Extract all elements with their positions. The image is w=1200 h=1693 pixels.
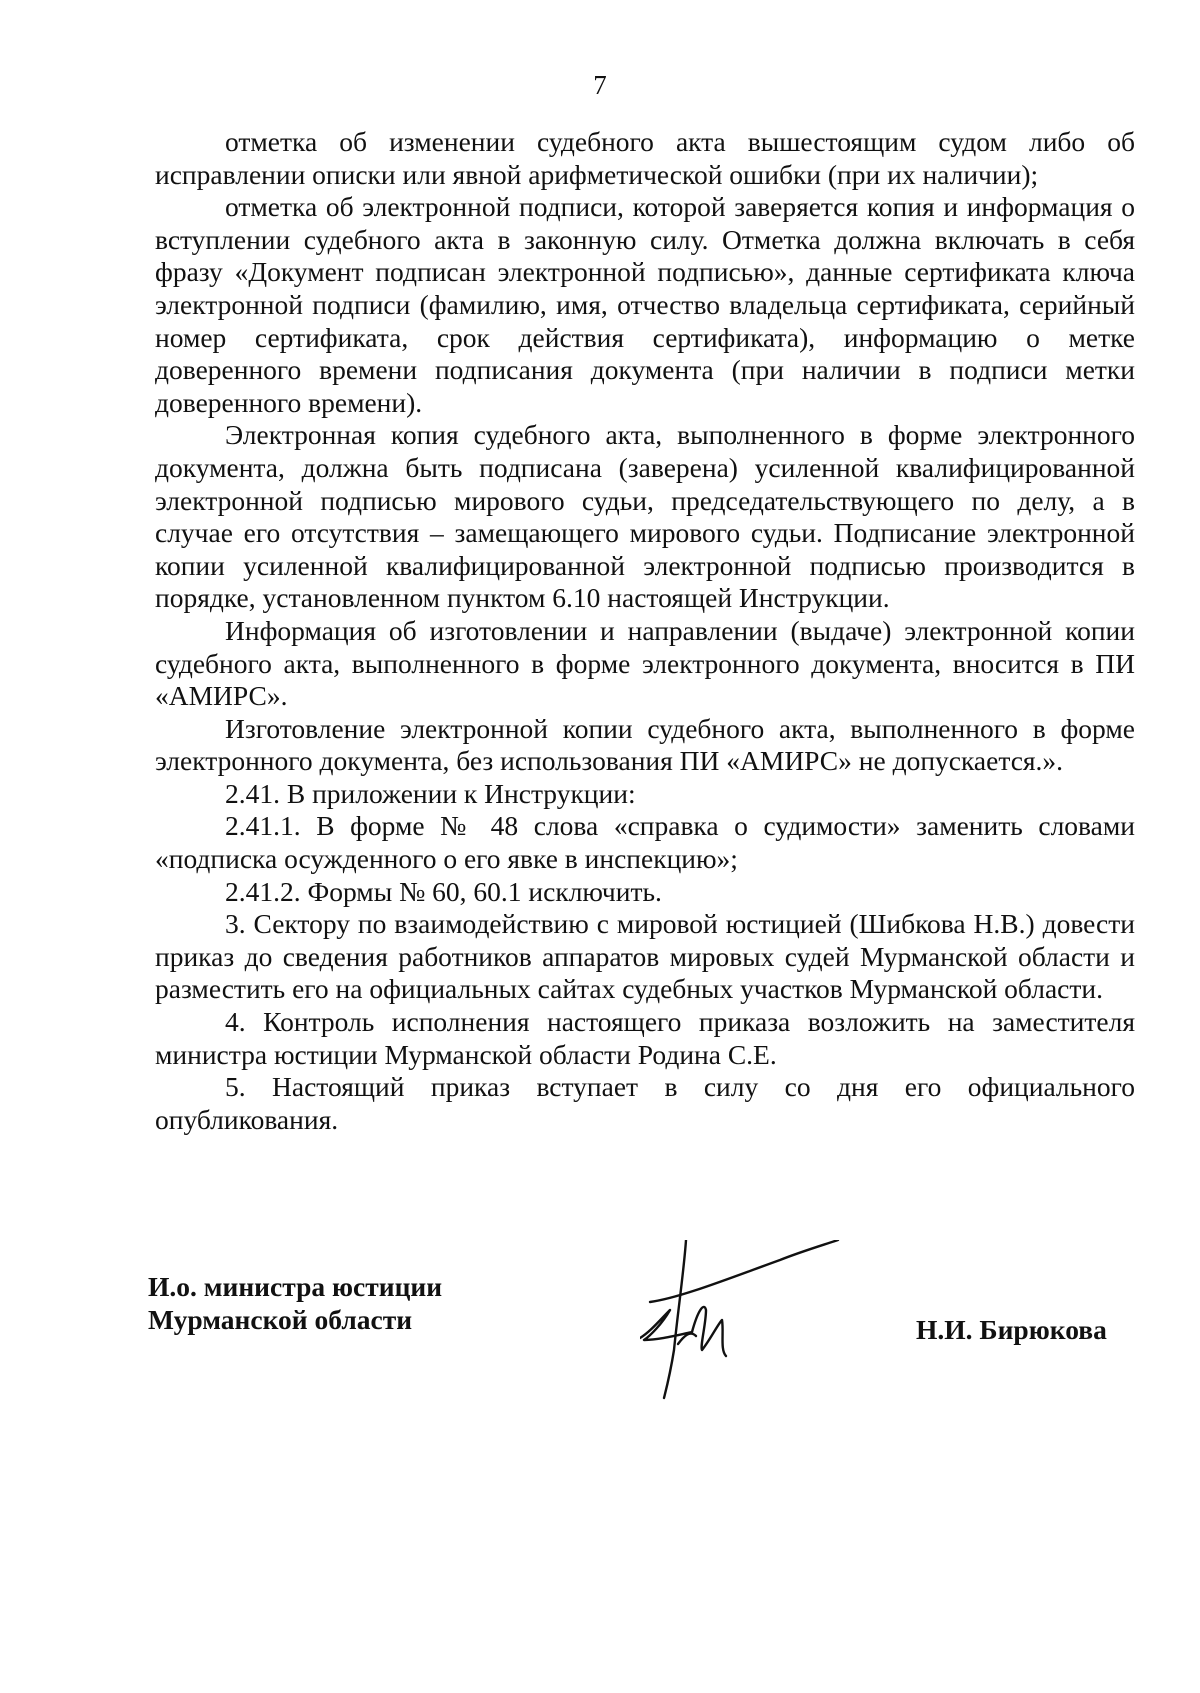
paragraph: отметка об изменении судебного акта вышестоящим судом либо об исправлении описки или явной арифметической ошибки (при их наличии); [155,126,1135,190]
page-number: 7 [593,70,607,100]
document-body [155,126,1135,1136]
signer-title [148,1270,442,1336]
paragraph: Изготовление электронной копии судебного акта, выполненного в форме электронного документа, без использования ПИ «АМИРС» не допускается.». [155,712,1135,777]
signer-title-line: И.о. министра юстиции [148,1271,443,1302]
paragraph: отметка об электронной подписи, которой заверяется копия и информация о вступлении судебного акта в законную силу. Отметка должна включать в себя фразу «Документ подписан электронной подписью», данные сертификата ключа электронной подписи (фамилию, имя, отчество владельца сертификата, серийный номер сертификата, срок действия сертификата), информацию о метке доверенного времени подписания документа (при наличии в подписи метки доверенного времени). [155,191,1135,418]
paragraph: 2.41.1. В форме № 48 слова «справка о судимости» заменить словами «подписка осужденного о его явке в инспекцию»; [155,810,1135,875]
paragraph: 2.41.2. Формы № 60, 60.1 исключить. [225,875,662,907]
paragraph: 4. Контроль исполнения настоящего приказа возложить на заместителя министра юстиции Мурманской области Родина С.Е. [155,1006,1135,1070]
handwritten-signature [640,1240,850,1400]
paragraph: 5. Настоящий приказ вступает в силу со дня его официального опубликования. [155,1071,1135,1135]
signature-block [0,1270,1200,1430]
signer-name: Н.И. Бирюкова [916,1314,1107,1345]
paragraph: Электронная копия судебного акта, выполненного в форме электронного документа, должна быть подписана (заверена) усиленной квалифицированной электронной подписью мирового судьи, председательствующего по делу, а в случае его отсутствия – замещающего мирового судьи. Подписание электронной копии усиленной квалифицированной электронной подписью производится в порядке, установленном пунктом 6.10 настоящей Инструкции. [155,419,1135,614]
paragraph: 3. Сектору по взаимодействию с мировой юстицией (Шибкова Н.В.) довести приказ до сведения работников аппаратов мировых судей Мурманской области и разместить его на официальных сайтах судебных участков Мурманской области. [155,908,1135,1005]
signer-title-line: Мурманской области [148,1304,413,1335]
paragraph: Информация об изготовлении и направлении (выдаче) электронной копии судебного акта, выполненного в форме электронного документа, вносится в ПИ «АМИРС». [155,614,1135,712]
paragraph: 2.41. В приложении к Инструкции: [225,777,636,809]
